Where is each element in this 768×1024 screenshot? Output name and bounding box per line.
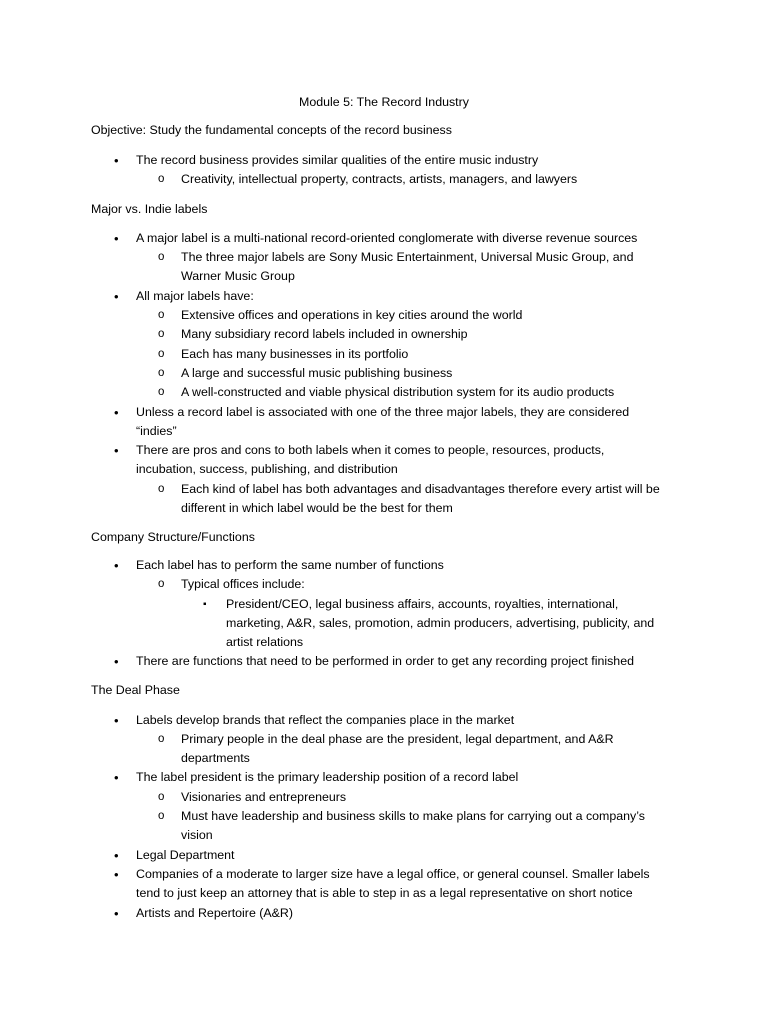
bullet-circle: o (158, 309, 165, 321)
page-title: Module 5: The Record Industry (299, 95, 469, 109)
list-item: Each kind of label has both advantages and disadvantages therefore every artist will be different in which label would be the best for them (181, 482, 660, 516)
bullet-circle: o (158, 367, 165, 379)
bullet-disc: • (114, 405, 119, 420)
list-item: Creativity, intellectual property, contracts, artists, managers, and lawyers (181, 172, 578, 186)
list-item: Companies of a moderate to larger size have a legal office, or general counsel. Smaller labels tend to just keep an attorney that is able to step in as a legal representative on short notice (136, 867, 650, 901)
bullet-disc: • (114, 906, 119, 921)
list-item: Each label has to perform the same number of functions (136, 558, 444, 572)
list-item: President/CEO, legal business affairs, accounts, royalties, international, marketing, A&R, sales, promotion, admin producers, advertising, publicity, and artist relations (226, 597, 655, 650)
list-item: Each has many businesses in its portfolio (181, 347, 409, 361)
bullet-square: ▪ (203, 599, 207, 610)
section-heading: The Deal Phase (91, 683, 180, 697)
bullet-circle: o (158, 386, 165, 398)
list-item: All major labels have: (136, 289, 254, 303)
list-item: Primary people in the deal phase are the president, legal department, and A&R departments (181, 732, 614, 766)
objective-line: Objective: Study the fundamental concepts of the record business (91, 123, 452, 137)
bullet-disc: • (114, 289, 119, 304)
list-item: A major label is a multi-national record-oriented conglomerate with diverse revenue sources (136, 231, 638, 245)
list-item: A well-constructed and viable physical distribution system for its audio products (181, 385, 615, 399)
bullet-disc: • (114, 558, 119, 573)
bullet-disc: • (114, 654, 119, 669)
list-item: The three major labels are Sony Music Entertainment, Universal Music Group, and Warner Music Group (181, 250, 634, 284)
bullet-disc: • (114, 848, 119, 863)
list-item: Artists and Repertoire (A&R) (136, 906, 294, 920)
list-item: There are pros and cons to both labels when it comes to people, resources, products, incubation, success, publishing, and distribution (136, 443, 605, 477)
list-item: A large and successful music publishing business (181, 366, 453, 380)
list-item: Many subsidiary record labels included in ownership (181, 327, 468, 341)
list-item: Labels develop brands that reflect the companies place in the market (136, 713, 515, 727)
bullet-circle: o (158, 733, 165, 745)
bullet-disc: • (114, 770, 119, 785)
list-item: Visionaries and entrepreneurs (181, 790, 347, 804)
bullet-circle: o (158, 348, 165, 360)
list-item: The record business provides similar qualities of the entire music industry (136, 153, 539, 167)
bullet-disc: • (114, 713, 119, 728)
bullet-circle: o (158, 810, 165, 822)
bullet-disc: • (114, 231, 119, 246)
section-heading: Major vs. Indie labels (91, 202, 208, 216)
list-item: The label president is the primary leadership position of a record label (136, 770, 519, 784)
bullet-circle: o (158, 251, 165, 263)
bullet-disc: • (114, 867, 119, 882)
list-item: Must have leadership and business skills to make plans for carrying out a company’s vision (181, 809, 645, 843)
list-item: Legal Department (136, 848, 235, 862)
list-item: Typical offices include: (181, 577, 305, 591)
bullet-disc: • (114, 153, 119, 168)
list-item: There are functions that need to be performed in order to get any recording project finished (136, 654, 634, 668)
bullet-circle: o (158, 173, 165, 185)
bullet-disc: • (114, 443, 119, 458)
list-item: Unless a record label is associated with one of the three major labels, they are considered “indies” (136, 405, 630, 439)
bullet-circle: o (158, 328, 165, 340)
bullet-circle: o (158, 791, 165, 803)
list-item: Extensive offices and operations in key cities around the world (181, 308, 523, 322)
section-heading: Company Structure/Functions (91, 530, 255, 544)
bullet-circle: o (158, 483, 165, 495)
bullet-circle: o (158, 578, 165, 590)
